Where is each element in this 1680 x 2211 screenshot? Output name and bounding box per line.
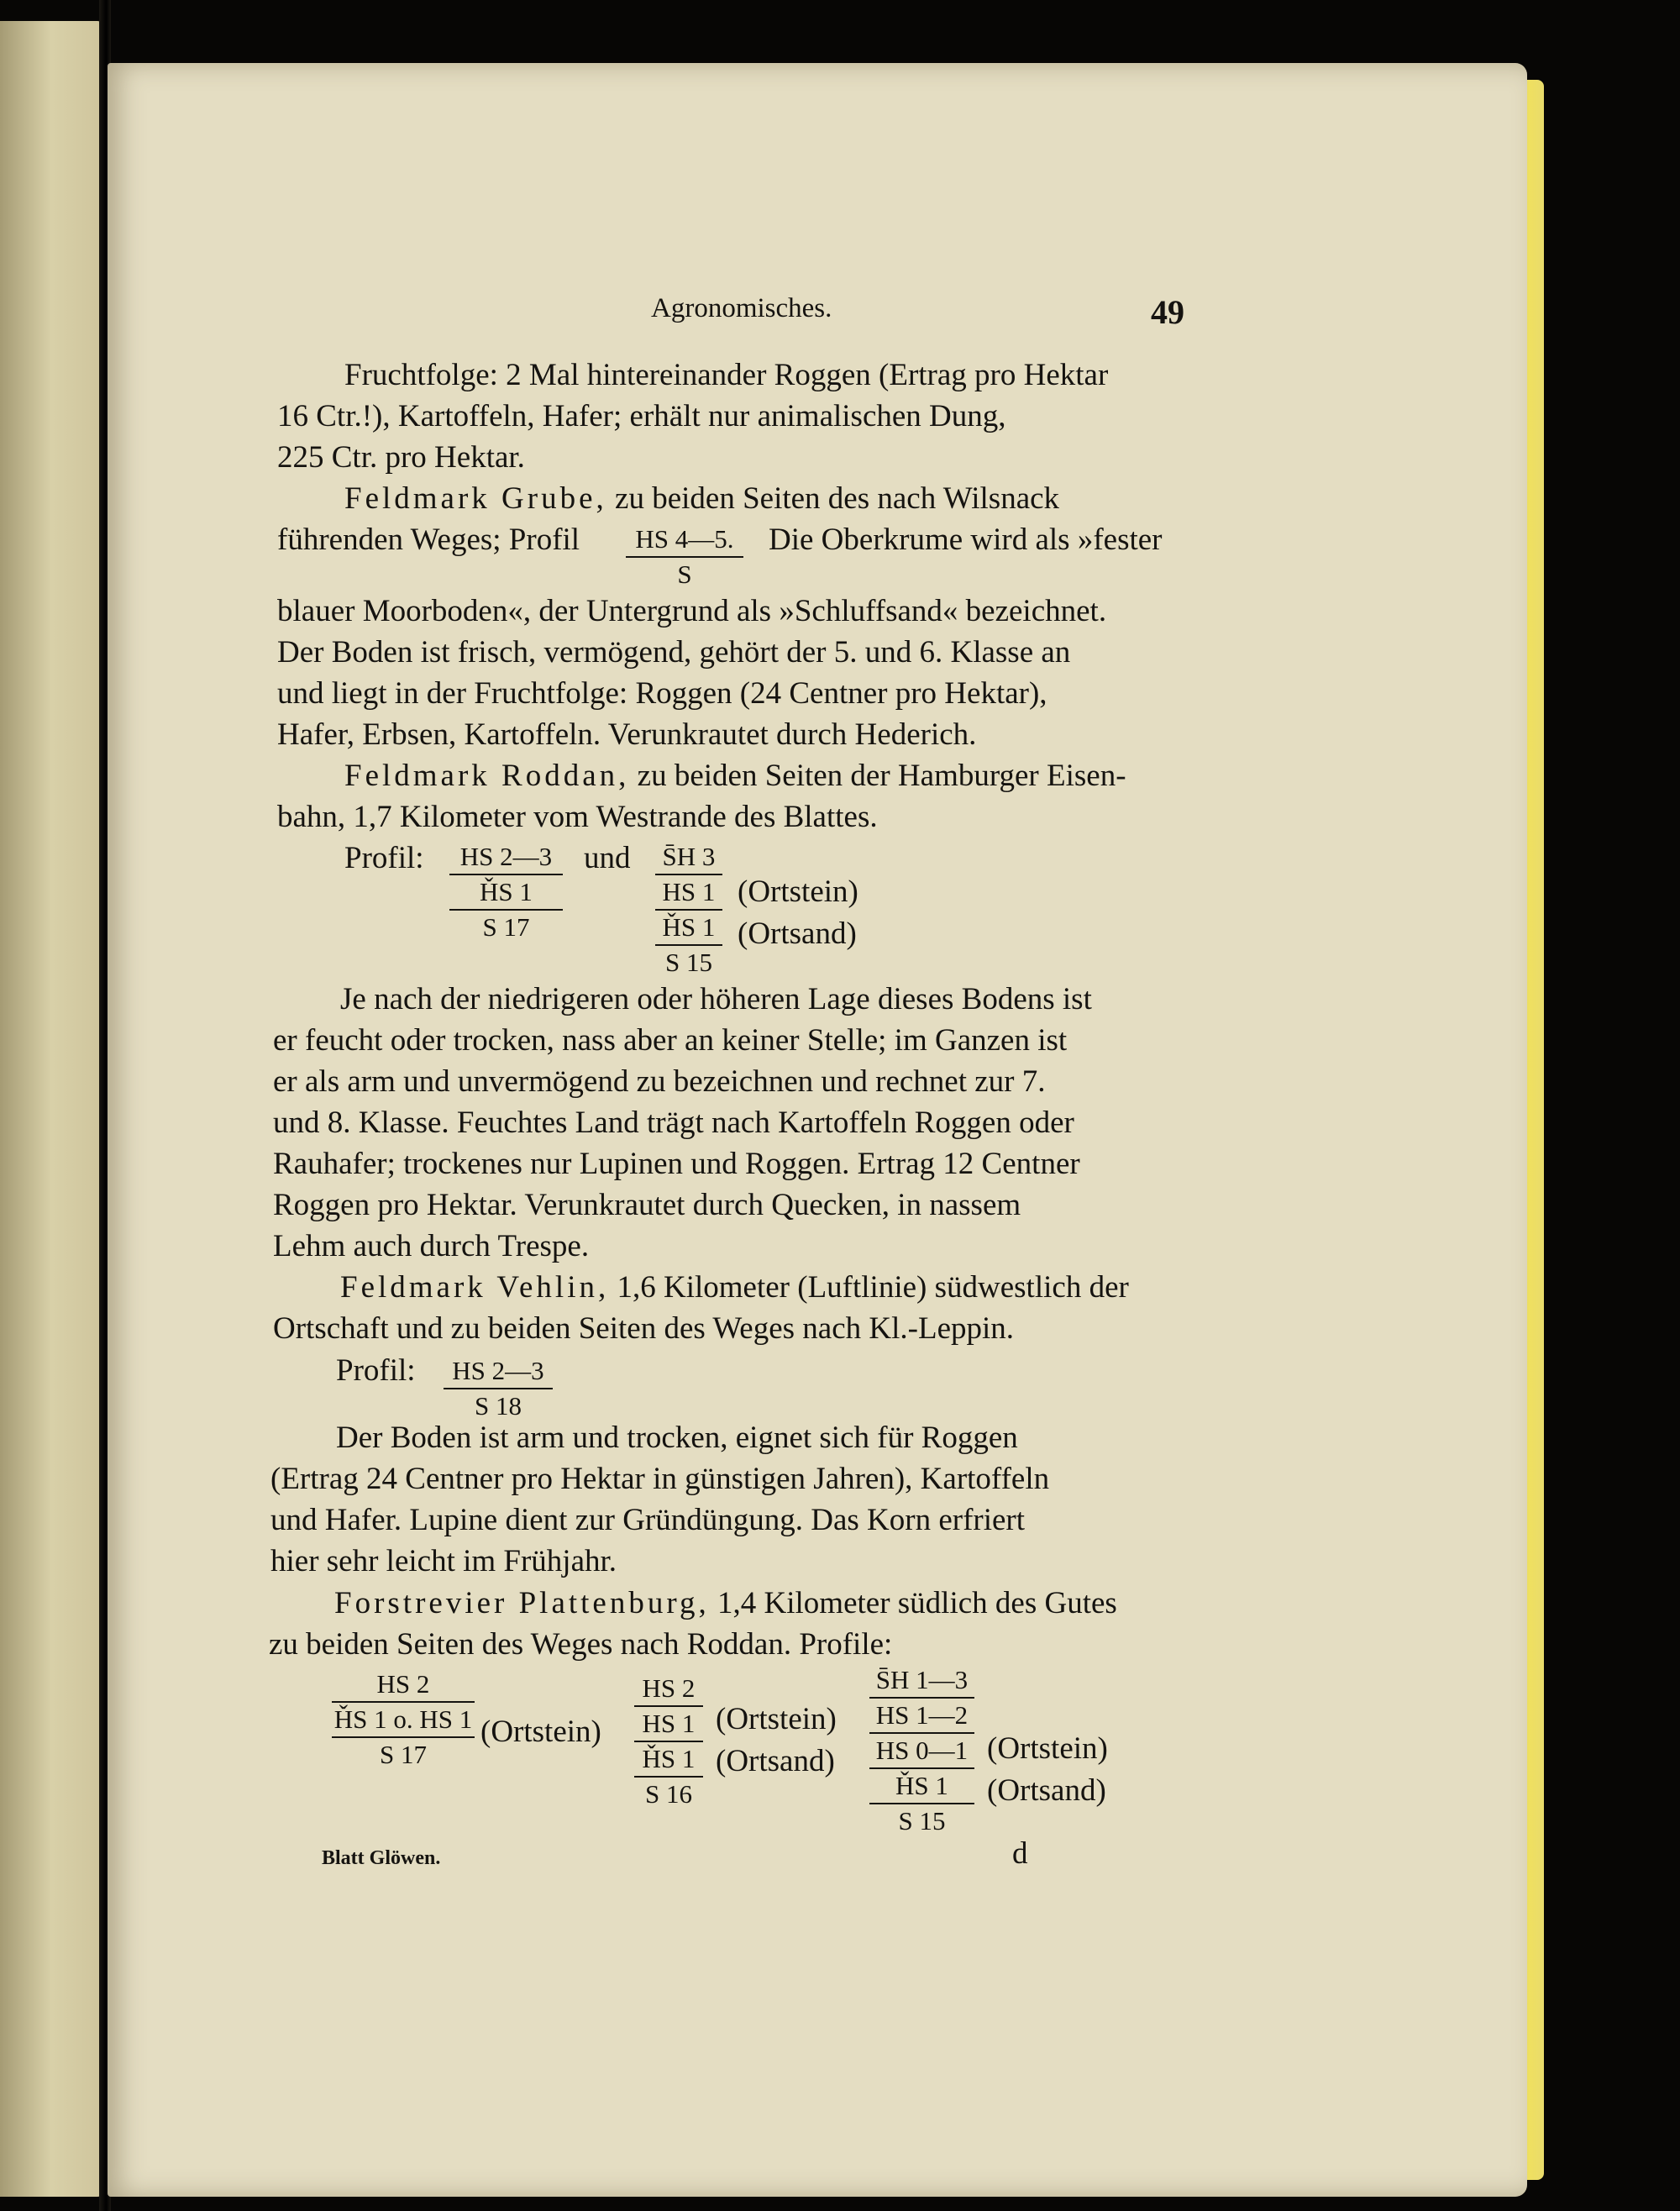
text-line: er als arm und unvermögend zu bezeichnen und rechnet zur 7. [273,1064,1046,1099]
text-line: Der Boden ist arm und trocken, eignet sich für Roggen [336,1421,1018,1455]
text-line: und Hafer. Lupine dient zur Gründüngung. Das Korn erfriert [270,1503,1026,1537]
text-line: Rauhafer; trockenes nur Lupinen und Roggen. Ertrag 12 Centner [273,1147,1080,1181]
text-line: er feucht oder trocken, nass aber an keiner Stelle; im Ganzen ist [273,1023,1068,1058]
text-line: 16 Ctr.!), Kartoffeln, Hafer; erhält nur animalischen Dung, [277,399,1006,433]
text-line: Die Oberkrume wird als »fester [769,523,1163,557]
footer-sheet-letter: d [1012,1836,1028,1871]
profil-label: Profil: [336,1353,416,1388]
left-page-edge [0,21,102,2197]
text-line: Lehm auch durch Trespe. [273,1229,590,1263]
text-line: führenden Weges; Profil [277,523,580,557]
profile-note: (Ortstein) [987,1731,1108,1766]
profile-note: (Ortsand) [738,916,857,951]
text-line: zu beiden Seiten des Weges nach Roddan. Profile: [269,1627,893,1662]
place-name: Forstrevier Plattenburg, [334,1586,710,1620]
text-line: Feldmark Roddan, zu beiden Seiten der Hamburger Eisen- [344,759,1126,793]
text-line: Ortschaft und zu beiden Seiten des Weges nach Kl.-Leppin. [273,1311,1015,1346]
footer-signature: Blatt Glöwen. [322,1847,441,1869]
profile-roddan-b: S̄H 3 HS 1 ȞS 1 S 15 [655,840,722,979]
text-line: Je nach der niedrigeren oder höheren Lage dieses Bodens ist [340,982,1092,1016]
text-line: (Ertrag 24 Centner pro Hektar in günstigen Jahren), Kartoffeln [270,1462,1050,1496]
page-number: 49 [1151,293,1184,331]
text-line: Roggen pro Hektar. Verunkrautet durch Quecken, in nassem [273,1188,1021,1222]
profile-plattenburg-a: HS 2 ȞS 1 o. HS 1 S 17 [332,1667,475,1772]
text-line: Feldmark Vehlin, 1,6 Kilometer (Luftlinie) südwestlich der [340,1270,1129,1305]
text-line: Feldmark Grube, zu beiden Seiten des nach Wilsnack [344,481,1060,516]
text-line: Der Boden ist frisch, vermögend, gehört der 5. und 6. Klasse an [277,635,1071,670]
text-line: bahn, 1,7 Kilometer vom Westrande des Blattes. [277,800,878,834]
place-name: Feldmark Vehlin, [340,1270,610,1305]
profile-roddan-a: HS 2—3 ȞS 1 S 17 [449,840,563,944]
profile-grube: $\frac{HS 4—5.}{S}$ [626,523,743,591]
place-name: Feldmark Grube, [344,481,607,516]
profile-note: (Ortsand) [987,1773,1106,1808]
text-line: Forstrevier Plattenburg, 1,4 Kilometer südlich des Gutes [334,1586,1117,1620]
profile-note: (Ortstein) [716,1702,837,1736]
profile-plattenburg-c: S̄H 1—3 HS 1—2 HS 0—1 ȞS 1 S 15 [869,1663,974,1838]
text-line: und 8. Klasse. Feuchtes Land trägt nach Kartoffeln Roggen oder [273,1106,1074,1140]
profile-note: (Ortsand) [716,1744,835,1778]
profile-plattenburg-b: HS 2 HS 1 ȞS 1 S 16 [634,1672,703,1811]
text-line: hier sehr leicht im Frühjahr. [270,1544,617,1578]
text-line: 225 Ctr. pro Hektar. [277,440,525,475]
text-line: Fruchtfolge: 2 Mal hintereinander Roggen (Ertrag pro Hektar [344,358,1109,392]
running-header: Agronomisches. [651,293,832,323]
text-line: und liegt in der Fruchtfolge: Roggen (24 Centner pro Hektar), [277,676,1047,711]
place-name: Feldmark Roddan, [344,759,630,793]
profile-note: (Ortstein) [738,874,858,909]
profile-vehlin: $\frac{HS 2—3}{S 18}$ [444,1354,553,1423]
profil-label: Profil: [344,841,424,875]
und-word: und [584,841,631,875]
text-line: blauer Moorboden«, der Untergrund als »Schluffsand« bezeichnet. [277,594,1107,628]
profile-note: (Ortstein) [480,1715,601,1749]
text-line: Hafer, Erbsen, Kartoffeln. Verunkrautet durch Hederich. [277,717,977,752]
